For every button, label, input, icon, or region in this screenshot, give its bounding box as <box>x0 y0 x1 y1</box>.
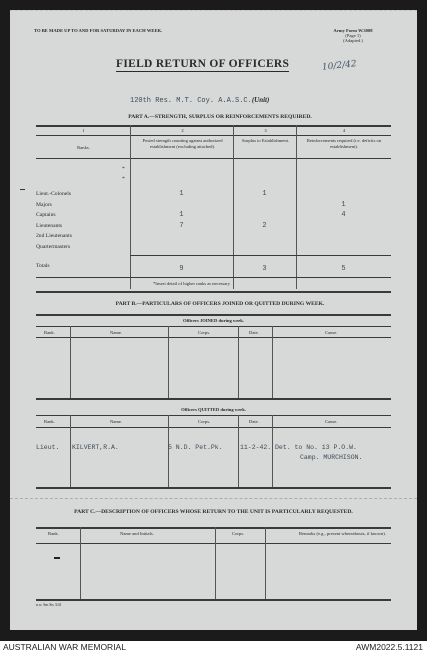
quitted-vline <box>168 415 169 487</box>
quitted-col-name: Name. <box>110 419 123 424</box>
quitted-title-rule <box>36 415 391 416</box>
totals-posted: 9 <box>179 265 184 273</box>
posted-value <box>130 242 233 253</box>
col-header-rule <box>36 158 391 159</box>
joined-title: Officers JOINED during week. <box>183 318 244 323</box>
joined-title-rule <box>36 326 391 327</box>
surplus-value <box>233 242 296 253</box>
quitted-col-date: Date. <box>249 419 259 424</box>
quitted-col-corps: Corps. <box>198 419 211 424</box>
col-number-3: 3 <box>264 128 267 133</box>
col-number-rule <box>36 135 391 136</box>
quitted-cause-2: Camp. MURCHISON. <box>300 454 363 461</box>
quitted-rank: Lieut. <box>36 444 60 451</box>
archive-name: AUSTRALIAN WAR MEMORIAL <box>3 642 126 652</box>
ranks-list <box>36 189 131 252</box>
posted-value: 7 <box>179 221 184 230</box>
joined-bottom-rule <box>36 398 391 400</box>
totals-label: Totals <box>36 263 50 269</box>
reinforcement-value: 4 <box>341 211 346 219</box>
surplus-value: 1 <box>262 190 267 198</box>
form-sheet <box>10 10 417 630</box>
printer-note: n.w. Sm Sts 3/41 <box>36 603 62 607</box>
joined-col-corps: Corps. <box>198 330 211 335</box>
totals-top-rule <box>130 255 391 256</box>
partc-col-name: Name and Initials. <box>120 531 154 536</box>
rank-label: Lieut.-Colonels <box>36 191 71 197</box>
unit-label: (Unit) <box>251 96 270 104</box>
reinforcement-value <box>296 221 391 232</box>
quitted-bottom-rule <box>36 487 391 489</box>
posted-value: 1 <box>179 211 184 219</box>
col-header-reinforcements: Reinforcements required (i.e. deficits on establishment). <box>306 138 382 149</box>
quitted-vline <box>238 415 239 487</box>
posted-value: 1 <box>179 190 184 198</box>
joined-vline <box>70 326 71 398</box>
archive-footer <box>0 641 427 653</box>
rank-label: Majors <box>36 201 52 208</box>
margin-arrow <box>20 189 25 190</box>
reinforcements-column <box>296 189 391 252</box>
part-c-heading: PART C.—DESCRIPTION OF OFFICERS WHOSE RETURN TO THE UNIT IS PARTICULARLY REQUESTED. <box>74 509 353 515</box>
col-number-4: 4 <box>342 128 346 133</box>
unit-line <box>130 96 269 105</box>
surplus-value <box>233 210 296 221</box>
partc-col-corps: Corps. <box>232 531 245 536</box>
form-page-line: (Page 1) <box>345 33 361 38</box>
part-c-bottom-rule <box>36 599 391 601</box>
col-number-1: 1 <box>82 128 85 133</box>
handwritten-date: 10/2/42 <box>321 59 358 73</box>
joined-col-name: Name. <box>110 330 123 335</box>
surplus-column <box>233 189 296 252</box>
joined-col-cause: Cause. <box>325 330 338 335</box>
partc-col-remarks: Remarks (e.g., present whereabouts, if known). <box>298 531 386 536</box>
surplus-value: 2 <box>262 221 267 230</box>
totals-surplus: 3 <box>262 265 267 273</box>
reinforcement-value: 1 <box>341 200 346 209</box>
quitted-col-cause: Cause. <box>325 419 338 424</box>
col-number-2: 2 <box>181 128 184 133</box>
partc-vline <box>215 527 216 599</box>
rank-label: Lieutenants <box>36 222 63 229</box>
surplus-value <box>233 200 296 211</box>
quitted-header-rule <box>36 427 391 428</box>
col-header-surplus: Surplus to Establishment. <box>241 138 290 143</box>
joined-col-date: Date. <box>249 330 259 335</box>
posted-column <box>130 189 233 252</box>
quitted-name: KILVERT,R.A. <box>72 444 119 451</box>
fold-line <box>10 498 417 499</box>
reinforcement-value <box>296 242 391 253</box>
reinforcement-value <box>296 231 391 242</box>
col-header-ranks: Ranks. <box>77 145 90 150</box>
form-number-line: Army Form W.3008 <box>333 28 373 33</box>
partc-col-rank: Rank. <box>48 531 59 536</box>
partc-vline <box>265 527 266 599</box>
page-title: FIELD RETURN OF OFFICERS <box>116 58 290 70</box>
col-header-posted: Posted strength counting against authorized establishment (excluding attached). <box>142 138 223 149</box>
partc-header-rule <box>36 543 391 544</box>
quitted-corps: 5 N.D. Pet.Pk. <box>168 444 223 451</box>
archive-reference: AWM2022.5.1121 <box>355 642 423 652</box>
star-mark: * <box>122 166 125 172</box>
quitted-col-rank: Rank. <box>44 419 55 424</box>
rank-label: 2nd Lieutenants <box>36 233 72 239</box>
quitted-cause-1: Det. to No. 13 P.O.W. <box>275 444 357 451</box>
star-mark: * <box>122 176 125 182</box>
surplus-value <box>233 231 296 242</box>
unit-typed: 120th Res. M.T. Coy. A.A.S.C. <box>130 97 252 105</box>
quitted-title: Officers QUITTED during week. <box>181 407 246 412</box>
joined-header-rule <box>36 337 391 338</box>
partc-vline <box>80 527 81 599</box>
ink-mark <box>54 557 60 559</box>
part-a-top-rule <box>36 125 391 127</box>
part-a-heading: PART A.—STRENGTH, SURPLUS OR REINFORCEMENTS REQUIRED. <box>128 114 312 120</box>
joined-vline <box>272 326 273 398</box>
totals-reinforcements: 5 <box>341 265 346 273</box>
form-adapted-line: (Adapted.) <box>343 38 363 43</box>
quitted-date: 11-2-42. <box>240 444 272 451</box>
instruction-text: TO BE MADE UP TO AND FOR SATURDAY IN EACH WEEK. <box>34 28 163 33</box>
posted-value <box>130 200 233 211</box>
joined-col-rank: Rank. <box>44 330 55 335</box>
reinforcement-value <box>296 189 391 200</box>
part-b-heading: PART B.—PARTICULARS OF OFFICERS JOINED OR QUITTED DURING WEEK. <box>115 301 325 307</box>
part-a-bottom-rule <box>36 291 391 293</box>
posted-value <box>130 231 233 242</box>
joined-vline <box>168 326 169 398</box>
part-a-footnote: *Insert detail of higher ranks as necessary <box>153 281 231 286</box>
quitted-vline <box>272 415 273 487</box>
part-c-top-rule <box>36 527 391 529</box>
rank-label: Captains <box>36 212 56 218</box>
rank-label: Quartermasters <box>36 243 71 250</box>
quitted-vline <box>70 415 71 487</box>
totals-bottom-rule <box>36 277 391 278</box>
joined-vline <box>238 326 239 398</box>
part-b-top-rule <box>36 314 391 316</box>
form-number <box>318 28 388 43</box>
